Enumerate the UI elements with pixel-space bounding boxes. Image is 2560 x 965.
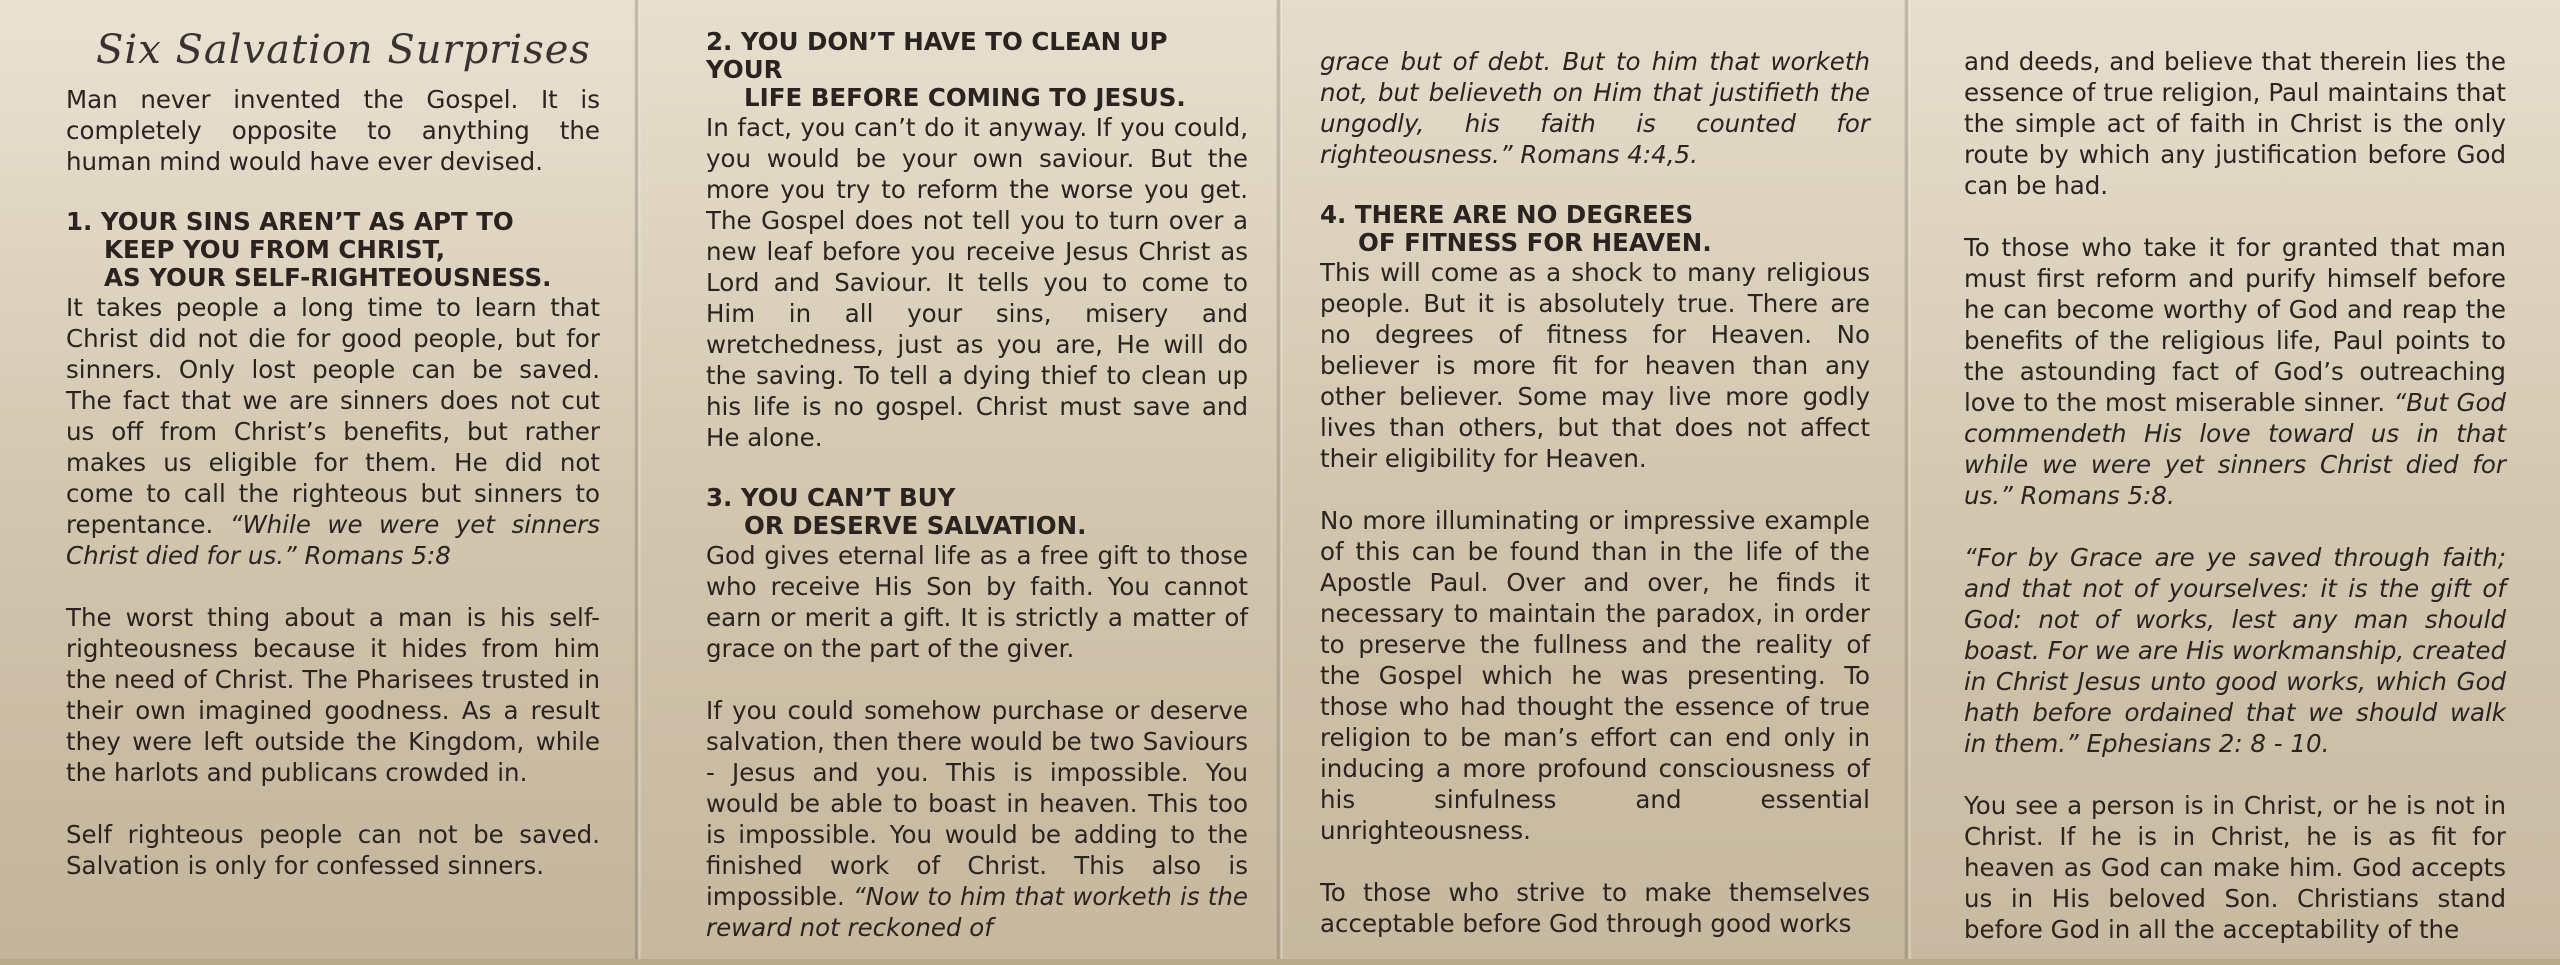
section-4-body: This will come as a shock to many religious people. But it is absolutely true. There are no degrees of fitness for Heaven. No believer is more fit for heaven than any other believer. Some may live more godly lives than others, but that does not affect their eligibility for Heaven. [1320, 258, 1870, 473]
section-3-paragraph-2 [706, 695, 1248, 943]
bottom-edge [0, 959, 2560, 965]
panel-4-paragraph-2-quote: “But God commendeth His love toward us in that while we were yet sinners Christ died for us.” Romans 5:8. [1964, 388, 2506, 510]
section-1-quote: “While we were yet sinners Christ died for us.” Romans 5:8 [66, 510, 600, 570]
section-3-heading-line-2: OR DESERVE SALVATION. [744, 511, 1087, 540]
section-3-heading-line-1: 3. YOU CAN’T BUY [706, 483, 956, 512]
section-1-heading-line-2: KEEP YOU FROM CHRIST, [104, 235, 446, 264]
panel-4-paragraph-2-text: To those who take it for granted that man must first reform and purify himself before he can become worthy of God and reap the benefits of the religious life, Paul points to the astounding fact of God’s outreaching love to the most miserable sinner. [1964, 233, 2506, 417]
section-3-text: If you could somehow purchase or deserve salvation, then there would be two Saviours - Jesus and you. This is impossible. You would be able to boast in heaven. This too is impossible. You would be adding to the finished work of Christ. This also is impossible. [706, 696, 1248, 911]
section-1-text: It takes people a long time to learn that Christ did not die for good people, but for sinners. Only lost people can be saved. The fact that we are sinners does not cut us off from Christ’s benefits, but rather makes us eligible for them. He did not come to call the righteous but sinners to repentance. [66, 293, 600, 539]
section-3-heading [706, 484, 1248, 540]
section-1-heading-line-1: 1. YOUR SINS AREN’T AS APT TO [66, 207, 514, 236]
panel-4-paragraph-4: You see a person is in Christ, or he is not in Christ. If he is in Christ, he is as fit for heaven as God can make him. God accepts us in His beloved Son. Christians stand before God in all the acceptability of the [1964, 791, 2506, 944]
fold-line-1 [634, 0, 642, 965]
panel-4-paragraph-2 [1964, 232, 2506, 511]
section-2-heading-line-2: LIFE BEFORE COMING TO JESUS. [744, 83, 1186, 112]
section-4-paragraph-2: No more illuminating or impressive example of this can be found than in the life of the Apostle Paul. Over and over, he finds it necessary to maintain the paradox, in order to preserve the fullness and the reality of the Gospel which he was presenting. To those who had thought the essence of true religion to be man’s effort can end only in inducing a more profound consciousness of his sinfulness and essential unrighteousness. [1320, 506, 1870, 845]
section-4-heading-line-1: 4. THERE ARE NO DEGREES [1320, 200, 1694, 229]
section-2-heading [706, 28, 1248, 112]
section-4-heading-line-2: OF FITNESS FOR HEAVEN. [1358, 228, 1712, 257]
fold-line-3 [1904, 0, 1912, 965]
panel-4 [1908, 0, 2560, 965]
section-1-body [66, 292, 600, 571]
romans-quote-continued: grace but of debt. But to him that worketh not, but believeth on Him that justifieth the ungodly, his faith is counted for righteousness.” Romans 4:4,5. [1320, 47, 1870, 169]
section-4-heading [1320, 201, 1870, 257]
panel-1 [0, 0, 638, 965]
panel-4-paragraph-1: and deeds, and believe that therein lies the essence of true religion, Paul maintains that the simple act of faith in Christ is the only route by which any justification before God can be had. [1964, 47, 2506, 200]
section-2-heading-line-1: 2. YOU DON’T HAVE TO CLEAN UP YOUR [706, 27, 1168, 84]
section-1-paragraph-2: The worst thing about a man is his self-righteousness because it hides from him the need of Christ. The Pharisees trusted in their own imagined goodness. As a result they were left outside the Kingdom, while the harlots and publicans crowded in. [66, 603, 600, 787]
section-1-heading [66, 208, 600, 292]
panel-2 [638, 0, 1280, 965]
section-4-paragraph-3: To those who strive to make themselves acceptable before God through good works [1320, 878, 1870, 938]
section-1-paragraph-3: Self righteous people can not be saved. Salvation is only for confessed sinners. [66, 820, 600, 880]
fold-line-2 [1276, 0, 1284, 965]
ephesians-quote: “For by Grace are ye saved through faith; and that not of yourselves: it is the gift of God: not of works, lest any man should boast. For we are His workmanship, created in Christ Jesus unto good works, which God hath before ordained that we should walk in them.” Ephesians 2: 8 - 10. [1964, 543, 2506, 758]
panel-3 [1280, 0, 1908, 965]
section-2-body: In fact, you can’t do it anyway. If you could, you would be your own saviour. But the more you try to reform the worse you get. The Gospel does not tell you to turn over a new leaf before you receive Jesus Christ as Lord and Saviour. It tells you to come to Him in all your sins, misery and wretchedness, just as you are, He will do the saving. To tell a dying thief to clean up his life is no gospel. Christ must save and He alone. [706, 113, 1248, 452]
section-3-quote: “Now to him that worketh is the reward not reckoned of [706, 882, 1248, 942]
section-3-body: God gives eternal life as a free gift to those who receive His Son by faith. You cannot earn or merit a gift. It is strictly a matter of grace on the part of the giver. [706, 541, 1248, 663]
section-1-heading-line-3: AS YOUR SELF-RIGHTEOUSNESS. [104, 263, 552, 292]
intro-paragraph: Man never invented the Gospel. It is completely opposite to anything the human mind would have ever devised. [66, 85, 600, 176]
brochure-title: Six Salvation Surprises [96, 27, 591, 73]
